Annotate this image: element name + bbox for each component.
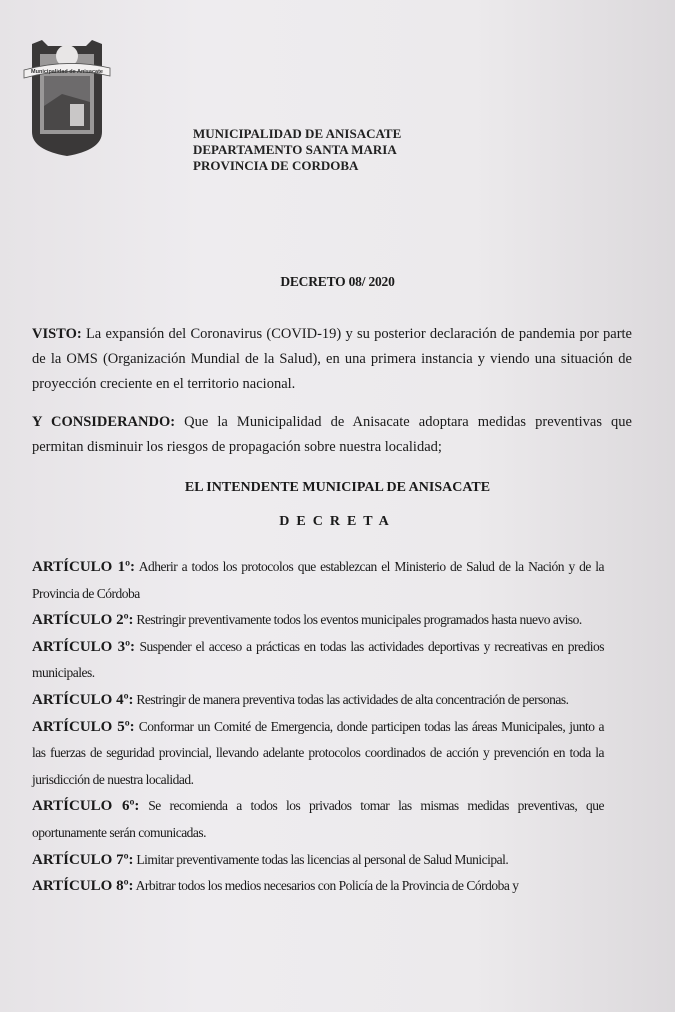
considerando-label: Y CONSIDERANDO:	[32, 414, 176, 430]
articles-list	[32, 554, 604, 900]
article-text: Limitar preventivamente todas las licencias al personal de Salud Municipal.	[133, 851, 509, 867]
visto-text: La expansión del Coronavirus (COVID-19) y su posterior declaración de pandemia por parte de la OMS (Organización Mundial de la Salud), en una primera instancia y viendo una situación de proyección creciente en el territorio nacional.	[32, 326, 632, 392]
article-label: ARTÍCULO 4º:	[32, 691, 134, 708]
article-text: Se recomienda a todos los privados tomar las mismas medidas preventivas, que oportunamente serán comunicadas.	[32, 798, 605, 840]
article-item	[32, 634, 604, 687]
article-text: Suspender el acceso a prácticas en todas las actividades deportivas y recreativas en predios municipales.	[32, 638, 604, 681]
article-label: ARTÍCULO 3º:	[32, 638, 136, 655]
crest-banner-text: Municipalidad de Anisacate	[31, 69, 103, 75]
decree-title: DECRETO 08/ 2020	[280, 274, 395, 289]
letterhead	[193, 126, 401, 174]
article-item	[32, 607, 604, 634]
article-label: ARTÍCULO 2º:	[32, 612, 134, 629]
article-item	[32, 847, 604, 874]
article-text: Restringir preventivamente todos los eventos municipales programados hasta nuevo aviso.	[133, 612, 582, 628]
article-text: Conformar un Comité de Emergencia, donde participen todas las áreas Municipales, junto a las fuerzas de seguridad provincial, llevando adelante protocolos coordinados de acción y prevención en toda la jurisdicción de nuestra localidad.	[32, 718, 605, 787]
article-label: ARTÍCULO 8º:	[32, 878, 134, 895]
article-item	[32, 687, 604, 714]
article-label: ARTÍCULO 7º:	[32, 851, 134, 868]
article-item	[32, 714, 604, 794]
decreta-heading: DECRETA	[279, 514, 396, 529]
article-item	[32, 793, 604, 846]
article-item	[32, 873, 604, 900]
letterhead-line: PROVINCIA DE CORDOBA	[193, 158, 359, 173]
article-text: Restringir de manera preventiva todas las actividades de alta concentración de personas.	[133, 691, 569, 707]
article-label: ARTÍCULO 5º:	[32, 718, 135, 735]
considerando-text: Que la Municipalidad de Anisacate adoptara medidas preventivas que permitan disminuir los riesgos de propagación sobre nuestra localidad;	[32, 414, 632, 455]
visto-paragraph	[32, 322, 632, 397]
article-label: ARTÍCULO 1º:	[32, 559, 136, 575]
article-label: ARTÍCULO 6º:	[32, 798, 140, 815]
letterhead-line: DEPARTAMENTO SANTA MARIA	[193, 142, 397, 157]
considerando-paragraph	[32, 410, 632, 460]
visto-label: VISTO:	[32, 326, 82, 342]
article-text: Arbitrar todos los medios necesarios con Policía de la Provincia de Córdoba y	[133, 878, 519, 894]
article-text: Adherir a todos los protocolos que establezcan el Ministerio de Salud de la Nación y de la Provincia de Córdoba	[32, 559, 604, 601]
authority-heading: EL INTENDENTE MUNICIPAL DE ANISACATE	[184, 480, 491, 495]
article-item	[32, 554, 604, 607]
municipal-crest-icon	[22, 36, 112, 158]
letterhead-line: MUNICIPALIDAD DE ANISACATE	[193, 126, 402, 141]
